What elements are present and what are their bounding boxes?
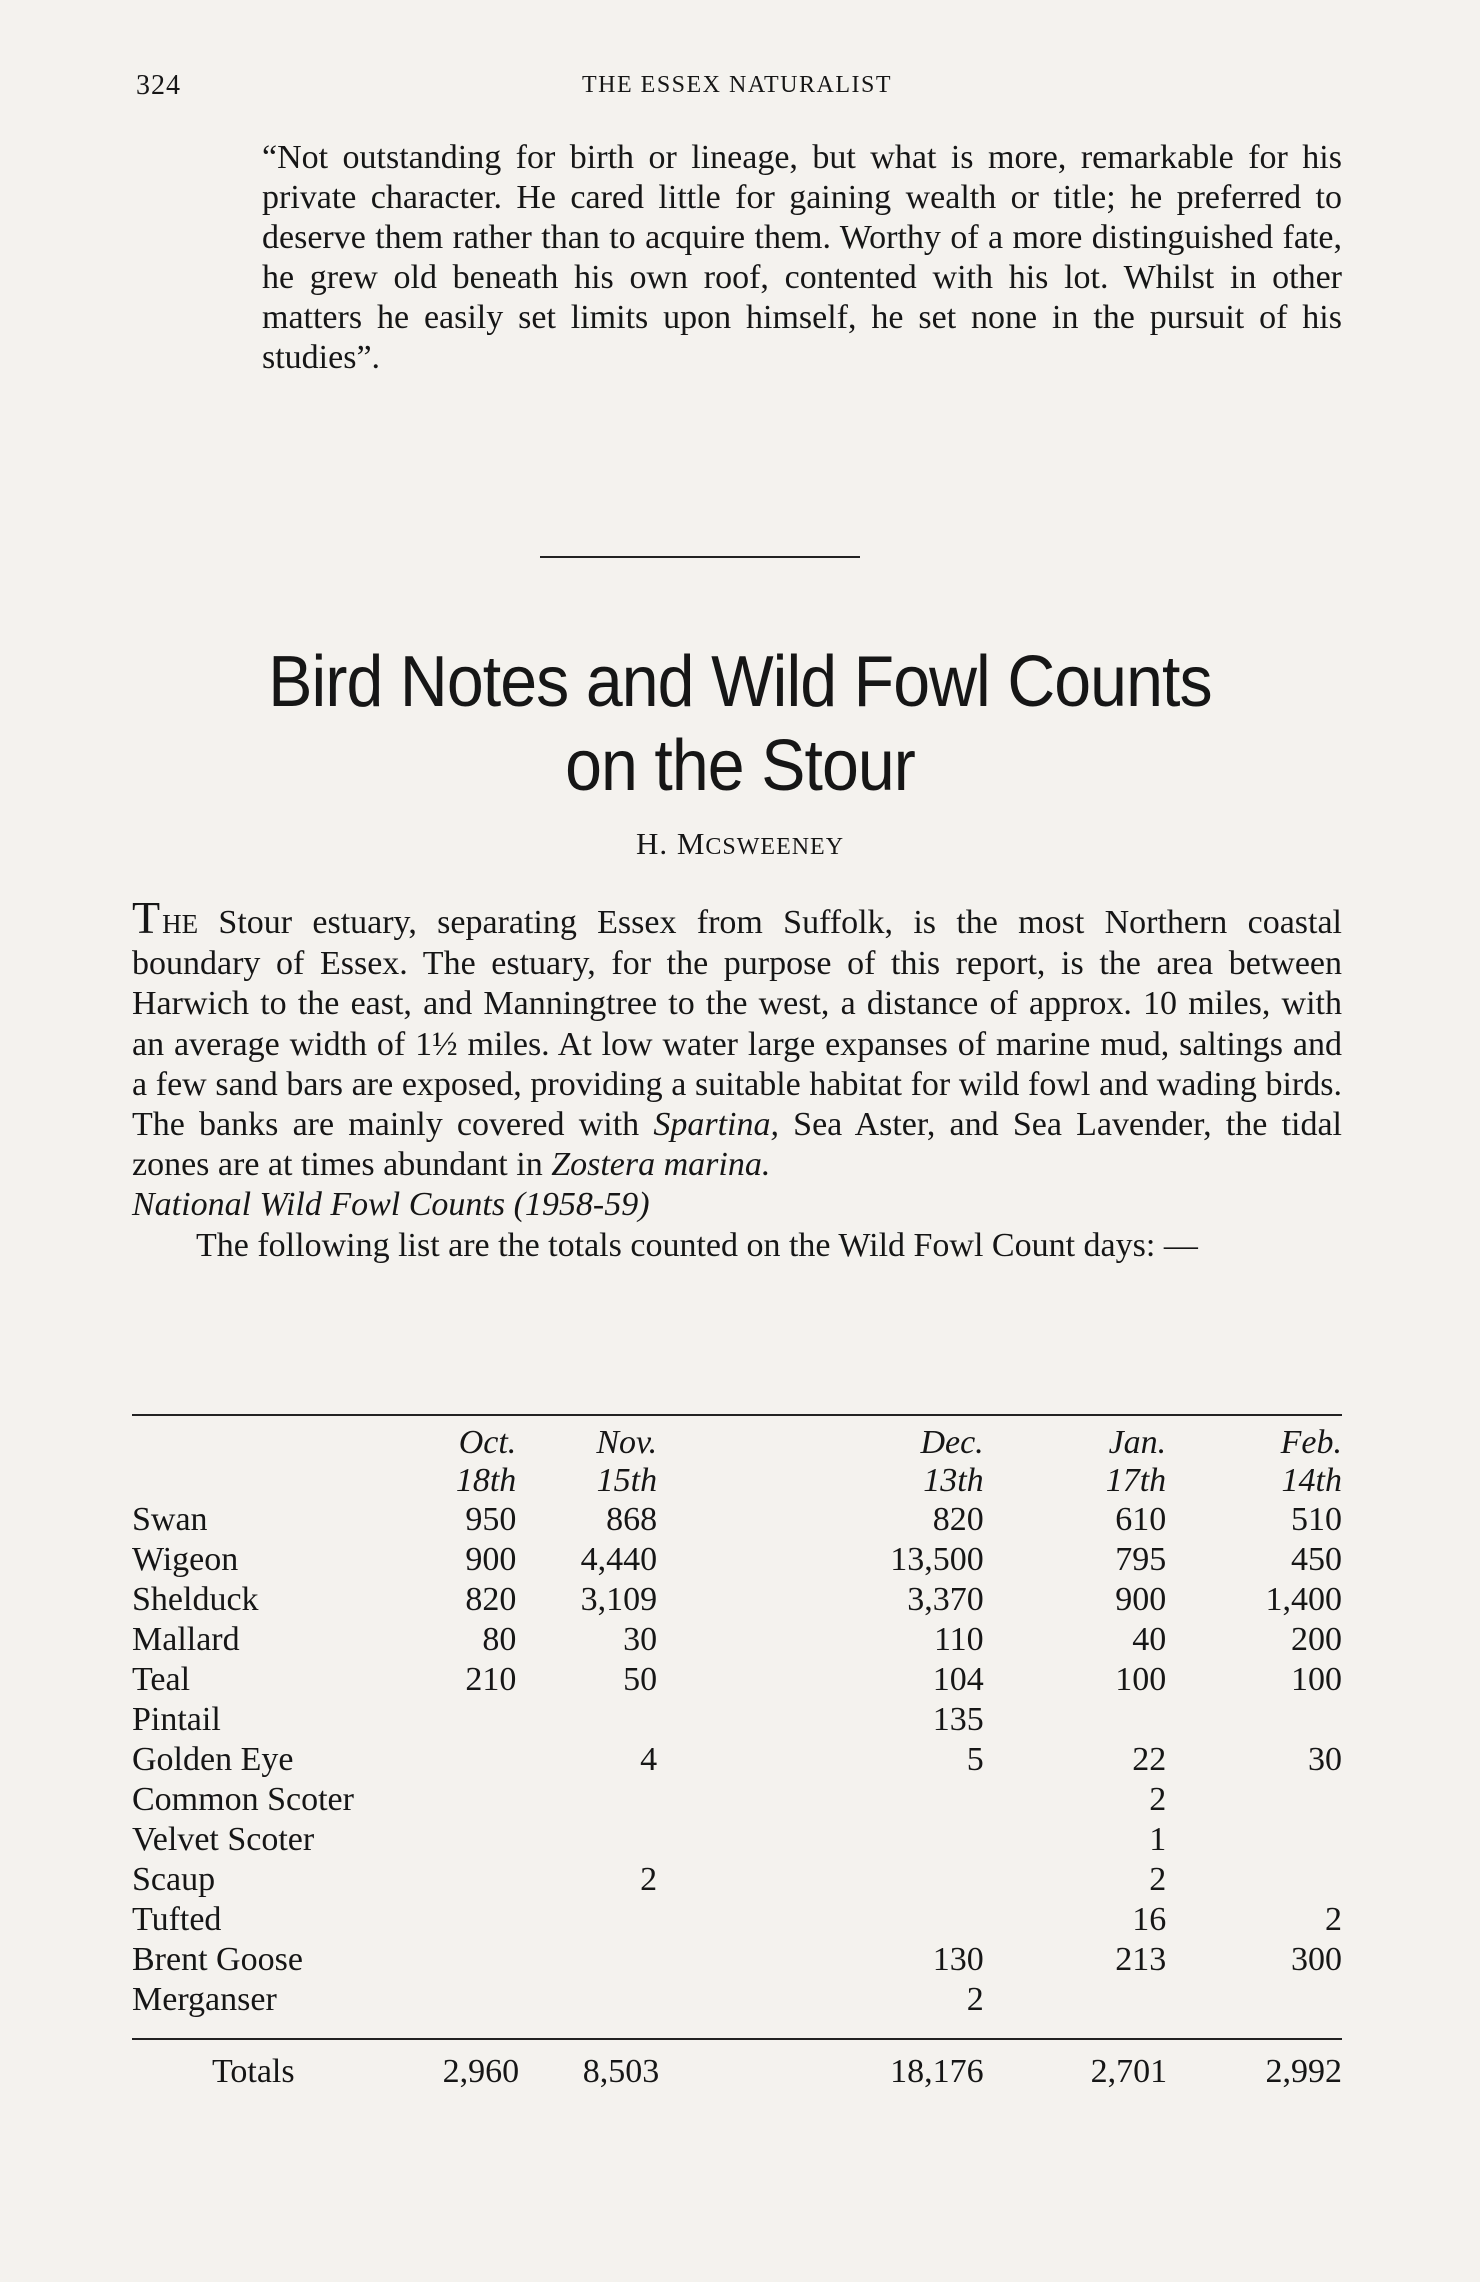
count-cell: 610 [1115, 1501, 1167, 1538]
species-name: Tufted [132, 1901, 222, 1938]
count-cell: 104 [932, 1661, 984, 1698]
count-cell: 210 [465, 1661, 517, 1698]
count-cell [404, 1740, 517, 1780]
species-name: Swan [132, 1501, 208, 1538]
count-cell: 200 [1291, 1621, 1342, 1658]
total-nov: 8,503 [582, 2053, 660, 2090]
count-cell [516, 1980, 657, 2020]
count-cell: 2 [1325, 1901, 1342, 1938]
count-cell [404, 1820, 517, 1860]
col-day-dec: 13th [923, 1462, 984, 1499]
intro-text-continued: Sea Aster, and Sea Lavender, the tidal zones are at times abundant in [132, 1106, 1342, 1184]
totals-row [132, 2052, 1342, 2092]
count-cell: 900 [1115, 1581, 1167, 1618]
table-row [132, 1940, 1342, 1980]
totals-table [132, 2052, 1342, 2092]
total-oct: 2,960 [442, 2053, 520, 2090]
col-day-feb: 14th [1281, 1462, 1342, 1499]
count-cell: 2 [640, 1861, 658, 1898]
species-name: Common Scoter [132, 1781, 354, 1818]
table-row [132, 1620, 1342, 1660]
col-day-jan: 17th [1105, 1462, 1167, 1499]
count-cell: 100 [1291, 1661, 1342, 1698]
count-cell: 213 [1115, 1941, 1167, 1978]
species-name: Scaup [132, 1861, 216, 1898]
col-month-nov: Nov. [596, 1424, 658, 1461]
count-cell [516, 1700, 657, 1740]
count-cell: 1,400 [1265, 1581, 1342, 1618]
count-cell [657, 1820, 984, 1860]
col-month-dec: Dec. [920, 1424, 984, 1461]
species-name: Wigeon [132, 1541, 239, 1578]
wild-fowl-count-table [132, 1424, 1342, 2020]
count-cell [516, 1940, 657, 1980]
total-jan: 2,701 [1090, 2053, 1168, 2090]
table-row [132, 1580, 1342, 1620]
col-month-oct: Oct. [458, 1424, 517, 1461]
zostera-term: Zostera marina. [551, 1146, 771, 1184]
page-number: 324 [136, 70, 181, 101]
table-row [132, 1660, 1342, 1700]
count-cell: 80 [482, 1621, 517, 1658]
count-cell: 868 [606, 1501, 658, 1538]
count-cell: 4 [640, 1741, 658, 1778]
table-row [132, 1900, 1342, 1940]
count-cell: 40 [1132, 1621, 1167, 1658]
article-title-line-2: on the Stour [565, 726, 915, 806]
species-name: Golden Eye [132, 1741, 294, 1778]
count-cell [1166, 1700, 1342, 1740]
species-name: Shelduck [132, 1581, 259, 1618]
count-cell [404, 1780, 517, 1820]
count-cell: 5 [966, 1741, 984, 1778]
count-cell: 3,370 [907, 1581, 984, 1618]
count-cell [1166, 1820, 1342, 1860]
table-totals-rule [132, 2038, 1342, 2040]
count-cell [984, 1700, 1167, 1740]
total-dec: 18,176 [890, 2053, 984, 2090]
count-cell: 30 [1308, 1741, 1342, 1778]
species-name: Pintail [132, 1701, 221, 1738]
count-cell [657, 1860, 984, 1900]
count-cell: 2 [1149, 1861, 1167, 1898]
species-name: Teal [132, 1661, 191, 1698]
table-top-rule [132, 1414, 1342, 1416]
species-name: Mallard [132, 1621, 240, 1658]
count-cell: 130 [932, 1941, 984, 1978]
total-feb: 2,992 [1265, 2053, 1342, 2090]
table-row [132, 1860, 1342, 1900]
count-cell: 450 [1291, 1541, 1342, 1578]
closing-quote [262, 138, 1342, 378]
table-header-month [132, 1424, 1342, 1462]
author-surname-c: C [705, 834, 723, 860]
count-cell [516, 1820, 657, 1860]
author-surname-rest: SWEENEY [722, 834, 845, 860]
intro-text: Stour estuary, separating Essex from Suffolk, is the most Northern coastal boundary of Essex. The estuary, for the purpose of this report, is the area between Harwich to the east, and Manningtree to the west, a distance of approx. 10 miles, with an average width of 1½ miles. At low water large expanses of marine mud, saltings and a few sand bars are exposed, providing a suitable habitat for wild fowl and wading birds. The banks are mainly covered with [132, 904, 1343, 1144]
count-cell [404, 1860, 517, 1900]
count-cell: 13,500 [890, 1541, 984, 1578]
count-cell: 3,109 [580, 1581, 658, 1618]
count-cell: 2 [1149, 1781, 1167, 1818]
count-cell [1166, 1860, 1342, 1900]
count-cell: 16 [1132, 1901, 1167, 1938]
count-cell: 110 [933, 1621, 984, 1658]
journal-title: THE ESSEX NATURALIST [582, 72, 892, 98]
table-row [132, 1780, 1342, 1820]
count-cell: 22 [1132, 1741, 1167, 1778]
count-cell: 510 [1291, 1501, 1342, 1538]
species-name: Merganser [132, 1981, 277, 2018]
count-cell: 2 [966, 1981, 984, 2018]
count-cell: 135 [932, 1701, 984, 1738]
count-cell: 795 [1115, 1541, 1167, 1578]
species-name: Brent Goose [132, 1941, 303, 1978]
col-day-nov: 15th [596, 1462, 658, 1499]
spartina-term: Spartina, [653, 1106, 779, 1144]
article-body [132, 892, 1343, 1266]
count-cell [984, 1980, 1167, 2020]
count-cell: 300 [1291, 1941, 1342, 1978]
count-cell: 900 [465, 1541, 517, 1578]
col-month-feb: Feb. [1280, 1424, 1342, 1461]
article-author [130, 826, 1350, 862]
article-title-line-1: Bird Notes and Wild Fowl Counts [268, 642, 1212, 722]
quote-text: “Not outstanding for birth or lineage, but what is more, remarkable for his private character. He cared little for gaining wealth or title; he preferred to deserve them rather than to acquire them. Worthy of a more distinguished fate, he grew old beneath his own roof, contented with his lot. Whilst in other matters he easily set limits upon himself, he set none in the pursuit of his studies”. [262, 139, 1342, 376]
intro-smallcaps: HE [162, 909, 199, 939]
count-cell [1166, 1980, 1342, 2020]
count-cell [404, 1900, 517, 1940]
count-cell [404, 1940, 517, 1980]
count-cell [516, 1780, 657, 1820]
table-row [132, 1700, 1342, 1740]
count-cell: 50 [623, 1661, 658, 1698]
count-cell [404, 1700, 517, 1740]
count-cell: 820 [932, 1501, 984, 1538]
col-month-jan: Jan. [1108, 1424, 1167, 1461]
count-cell: 1 [1149, 1821, 1167, 1858]
count-cell: 4,440 [580, 1541, 658, 1578]
count-cell: 100 [1115, 1661, 1167, 1698]
count-cell: 950 [465, 1501, 517, 1538]
table-header-day [132, 1462, 1342, 1500]
intro-paragraph [132, 892, 1343, 1185]
col-day-oct: 18th [455, 1462, 517, 1499]
drop-cap: T [132, 892, 161, 943]
count-cell [657, 1900, 984, 1940]
totals-label: Totals [212, 2053, 295, 2090]
count-cell [516, 1900, 657, 1940]
count-cell: 820 [465, 1581, 517, 1618]
species-name: Velvet Scoter [132, 1821, 315, 1858]
count-cell: 30 [623, 1621, 658, 1658]
list-intro: The following list are the totals counted on the Wild Fowl Count days: — [196, 1226, 1198, 1264]
count-cell [404, 1980, 517, 2020]
table-row [132, 1540, 1342, 1580]
author-initial: H. M [635, 826, 706, 861]
count-cell [657, 1780, 984, 1820]
table-row [132, 1740, 1342, 1780]
running-head [136, 70, 1338, 110]
table-row [132, 1500, 1342, 1540]
subheading: National Wild Fowl Counts (1958-59) [132, 1186, 650, 1224]
section-separator [540, 556, 860, 558]
table-row [132, 1820, 1342, 1860]
article-title [179, 640, 1301, 808]
count-cell [1166, 1780, 1342, 1820]
table-row [132, 1980, 1342, 2020]
